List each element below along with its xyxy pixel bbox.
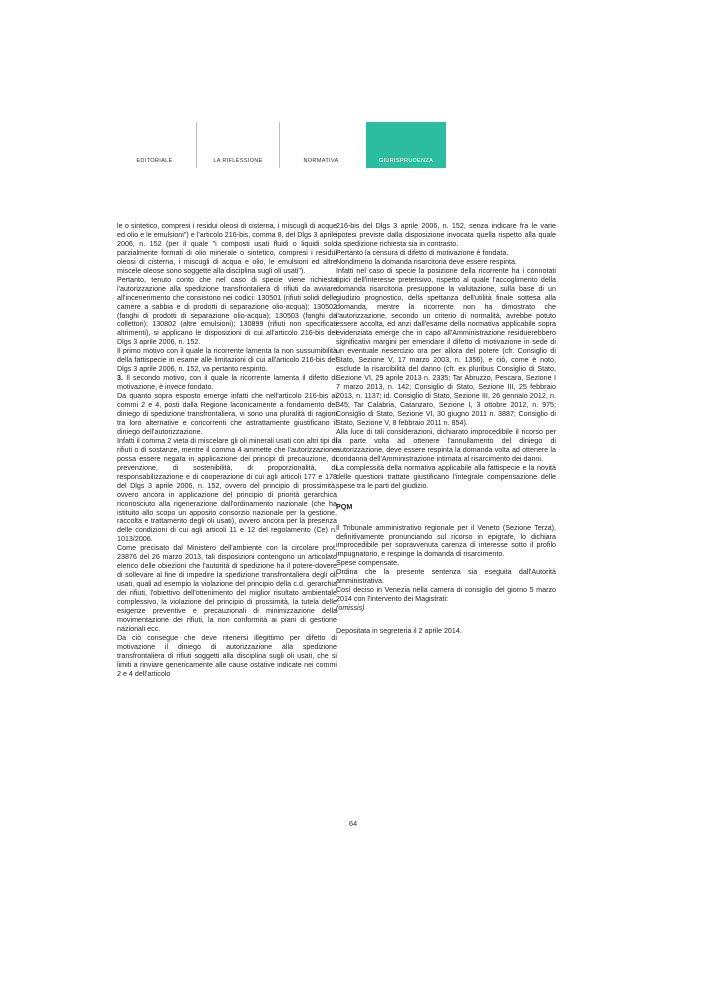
tab-label: GIURISPRUDENZA bbox=[378, 158, 434, 164]
paragraph: Pertanto, tenuto conto che nel caso di specie viene richiesta l'autorizzazione alla spedizione transfrontaliera di rifiuti da avviare all'incenerimento che consistono nei codici: 130501 (rifiuti solidi delle camere a sabbia e di prodotti di separazione olio-acqua); 130502 (fanghi di prodotti di separazione olio-acqua); 130503 (fanghi da collettori); 130802 (altre emulsioni); 130899 (rifiuti non specificati altrimenti), si applicano le disposizioni di cui all'articolo 216-bis del Dlgs 3 aprile 2006, n. 152. bbox=[117, 275, 337, 347]
tab-label: NORMATIVA bbox=[303, 158, 339, 164]
paragraph: Spese compensate. bbox=[336, 559, 400, 568]
paragraph: le o sintetico, compresi i residui oleosi di cisterna, i miscugli di acque ed olio e le emulsioni") e l'articolo 216-bis, comma 8, del Dlgs 3 aprile 2006, n. 152 (per il quale "i composti usati fluidi o liquidi solo parzialmente formati di olio minerale o sintetico, compresi i residui oleosi di cisterna, i miscugli di acqua e olio, le emulsioni ed altre miscele oleose sono soggette alla disciplina sugli oli usati"). bbox=[117, 222, 337, 275]
paragraph: Infatti nel caso di specie la posizione della ricorrente ha i connotati tipici dell'interesse pretensivo, rispetto al quale l'accoglimento della domanda risarcitoria presuppone la valutazione, sulla base di un giudizio prognostico, della spettanza dell'utilità finale sottesa alla domanda, mentre la ricorrente non ha dimostrato che l'autorizzazione, secondo un criterio di normalità, avrebbe potuto essere accolta, ed anzi dall'esame della normativa applicabile sopra evidenziata emerge che in capo all'Amministrazione residuerebbero significativi margini per emendare il difetto di motivazione in sede di un eventuale riesercizio ora per allora del potere (cfr. Consiglio di Stato, Sezione V, 17 marzo 2003, n. 1356), e ciò, come è noto, esclude la risarcibilità del danno (cfr. ex pluribus Consiglio di Stato, Sezione VI, 29 aprile 2013 n. 2335; Tar Abruzzo, Pescara, Sezione I 7 marzo 2013, n. 142; Consiglio di Stato, Sezione III, 25 febbraio 2013, n. 1137; id. Consiglio di Stato, Sezione III, 26 gennaio 2012, n. 345; Tar Calabria, Catanzaro, Sezione I, 3 ottobre 2012, n. 975; Consiglio di Stato, Sezione VI, 30 giugno 2011 n. 3887; Consiglio di Stato, Sezione V, 8 febbraio 2011 n. 854). bbox=[336, 266, 556, 427]
paragraph: Da ciò consegue che deve ritenersi illegittimo per difetto di motivazione il diniego di autorizzazione alla spedizione transfrontaliera di rifiuti soggetti alla disciplina sugli oli usati, che si limiti a rinviare genericamente alle cause ostative indicate nei commi 2 e 4 dell'articolo bbox=[117, 633, 337, 678]
tab-normativa[interactable] bbox=[279, 122, 362, 168]
paragraph: Così deciso in Venezia nella camera di consiglio del giorno 5 marzo 2014 con l'intervento dei Magistrati: bbox=[336, 586, 556, 604]
paragraph: Nondimeno la domanda risarcitoria deve essere respinta. bbox=[336, 257, 517, 266]
pqm-heading: PQM bbox=[336, 502, 353, 511]
paragraph: Da quanto sopra esposto emerge infatti che nell'articolo 216-bis ai commi 2 e 4, posti dalla Regione laconicamente a fondamento del diniego di spedizione transfrontaliera, vi sono una pluralità di ragioni tra loro alternative e concorrenti che astrattamente giustificano il diniego dell'autorizzazione. bbox=[117, 392, 337, 436]
section-nav bbox=[113, 122, 446, 168]
deposit-note: Depositata in segreteria il 2 aprile 2014. bbox=[336, 627, 462, 636]
tab-label: LA RIFLESSIONE bbox=[213, 158, 263, 164]
omissis-note: (omissis) bbox=[336, 604, 365, 613]
page-number: 64 bbox=[348, 819, 358, 828]
paragraph: Ordina che la presente sentenza sia eseguita dall'Autorità amministrativa. bbox=[336, 568, 556, 586]
paragraph: Pertanto la censura di difetto di motivazione è fondata. bbox=[336, 248, 509, 257]
paragraph: Infatti il comma 2 vieta di miscelare gli oli minerali usati con altri tipi di rifiuti o di sostanze, mentre il comma 4 ammette che l'autorizzazione possa essere negata in applicazione dei principi di precauzione, di prevenzione, di sostenibilità, di proporzionalità, di responsabilizzazione e di cooperazione di cui agli articoli 177 e 178 del Dlgs 3 aprile 2006, n. 152, ovvero del principio di prossimità, ovvero ancora in applicazione del principio di priorità gerarchica riconosciuto alla rigenerazione dall'ordinamento nazionale (che ha istituito allo scopo un apposito consorzio nazionale per la gestione, raccolta e trattamento degli oli usati), ovvero ancora per la presenza delle condizioni di cui agli articoli 11 e 12 del regolamento (Ce) n. 1013/2006. bbox=[117, 436, 337, 544]
paragraph: Come precisato dal Ministero dell'ambiente con la circolare prot. 23876 del 26 marzo 2013, tali disposizioni contengono un articolato elenco delle obiezioni che l'autorità di spedizione ha il potere-dovere di sollevare al fine di impedire la spedizione transfrontaliera degli oli usati, quali ad esempio la violazione del principio della c.d. gerarchia dei rifiuti, l'obiettivo dell'ottenimento del miglior risultato ambientale complessivo, la violazione del principio di prossimità, la tutela delle esigenze preventive e precauzionali di minimizzazione della movimentazione dei rifiuti, la non conformità ai piani di gestione nazionali ecc. bbox=[117, 544, 337, 633]
right-column bbox=[336, 222, 556, 636]
paragraph: Alla luce di tali considerazioni, dichiarato improcedibile il ricorso per la parte volta ad ottenere l'annullamento del diniego di autorizzazione, deve essere respinta la domanda volta ad ottenere la condanna dell'Amministrazione intimata al risarcimento dei danni. bbox=[336, 427, 556, 463]
left-column bbox=[117, 222, 337, 679]
tab-label: EDITORIALE bbox=[136, 158, 173, 164]
paragraph: La complessità della normativa applicabile alla fattispecie e la novità delle questioni trattate giustificano l'integrale compensazione delle spese tra le parti del giudizio. bbox=[336, 463, 556, 490]
paragraph: Il Tribunale amministrativo regionale per il Veneto (Sezione Terza), definitivamente pronunciando sul ricorso in epigrafe, lo dichiara improcedibile per sopravvenuta carenza di interesse sotto il profilo impugnatorio, e respinge la domanda di risarcimento. bbox=[336, 523, 556, 559]
tab-giurisprudenza[interactable] bbox=[366, 122, 446, 168]
paragraph: Il primo motivo con il quale la ricorrente lamenta la non sussumibilità della fattispecie in esame alle limitazioni di cui all'articolo 216-bis del Dlgs 3 aprile 2006, n. 152, va pertanto respinto. bbox=[117, 347, 337, 374]
paragraph: 216-bis del Dlgs 3 aprile 2006, n. 152, senza indicare fra le varie ipotesi previste dalla disposizione invocata quella rispetto alla quale la spedizione richiesta sia in contrasto. bbox=[336, 222, 556, 248]
paragraph bbox=[117, 374, 337, 392]
tab-editoriale[interactable] bbox=[113, 122, 196, 168]
section-number: 3. bbox=[117, 374, 123, 383]
paragraph-text: Il secondo motivo, con il quale la ricorrente lamenta il difetto di motivazione, è invece fondato. bbox=[117, 374, 337, 392]
tab-la-riflessione[interactable] bbox=[196, 122, 279, 168]
